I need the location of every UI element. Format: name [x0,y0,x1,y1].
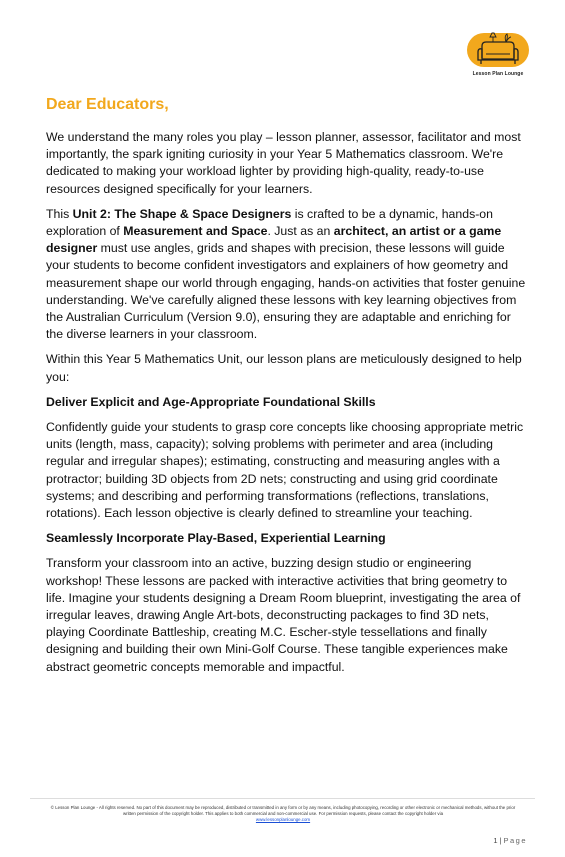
copyright-text: © Lesson Plan Lounge - All rights reserved. No part of this document may be reproduced, distributed or transmitted in any form or by any means, including photocopying, recording or other electronic or mechanical methods, without the prior written permission of the copyright holder. This applies to both commercial and non-commercial use. For permission requests, please contact the copyright holder via [50,805,516,817]
website-link[interactable]: www.lessonplanlounge.com [255,817,311,823]
strand-name: Measurement and Space [123,224,268,239]
letter-body [46,129,526,684]
section-heading-foundational-skills: Deliver Explicit and Age-Appropriate Foundational Skills [46,394,376,409]
footer-divider [30,798,535,799]
brand-name: Lesson Plan Lounge [472,71,524,77]
section-text-foundational-skills: Confidently guide your students to grasp core concepts like choosing appropriate metric units (length, mass, capacity); solving problems with perimeter and area (including regular and irregular shapes); estimating, constructing and measuring angles with a protractor; building 3D objects from 2D nets; constructing and using grid coordinate systems; and describing and performing transformations (reflections, translations, rotations). Each lesson objective is clearly defined to streamline your teaching. [46,420,524,521]
section-text-play-based-learning: Transform your classroom into an active, buzzing design studio or engineering workshop! These lessons are packed with interactive activities that bring geometry to life. Imagine your students designing a Dream Room blueprint, investigating the area of irregular leaves, drawing Angle Art-bots, deconstructing packages to find 3D nets, playing Coordinate Battleship, creating M.C. Escher-style tessellations and finally designing and building their own Mini-Golf Course. These tangible experiences make abstract geometric concepts memorable and impactful. [46,556,521,674]
role-examples: architect, an artist or a game designer [46,224,502,256]
page-number: 1 | Page [493,836,527,845]
help-intro-paragraph: Within this Year 5 Mathematics Unit, our lesson plans are meticulously designed to help you: [46,352,522,384]
copyright-footer [48,805,518,824]
section-heading-play-based-learning: Seamlessly Incorporate Play-Based, Experiential Learning [46,531,386,546]
greeting-heading: Dear Educators, [46,96,169,113]
lounge-sofa-logo-icon [466,28,530,72]
unit-title: Unit 2: The Shape & Space Designers [72,206,292,221]
intro-paragraph: We understand the many roles you play – lesson planner, assessor, facilitator and most importantly, the spark igniting curiosity in your Year 5 Mathematics classroom. We're dedicated to making your workload lighter by providing high-quality, ready-to-use resources designed specifically for your learners. [46,130,521,196]
unit-description-paragraph: This Unit 2: The Shape & Space Designers is crafted to be a dynamic, hands-on exploration of Measurement and Space. Just as an architect, an artist or a game designer must use angles, grids and shapes with precision, these lessons will guide your students to become confident investigators and explainers of how geometry and measurement shape our world through engaging, hands-on activities that foster genuine understanding. We've carefully aligned these lessons with key learning objectives from the Australian Curriculum (Version 9.0), ensuring they are adaptable and enriching for the diverse learners in your classroom. [46,206,526,342]
